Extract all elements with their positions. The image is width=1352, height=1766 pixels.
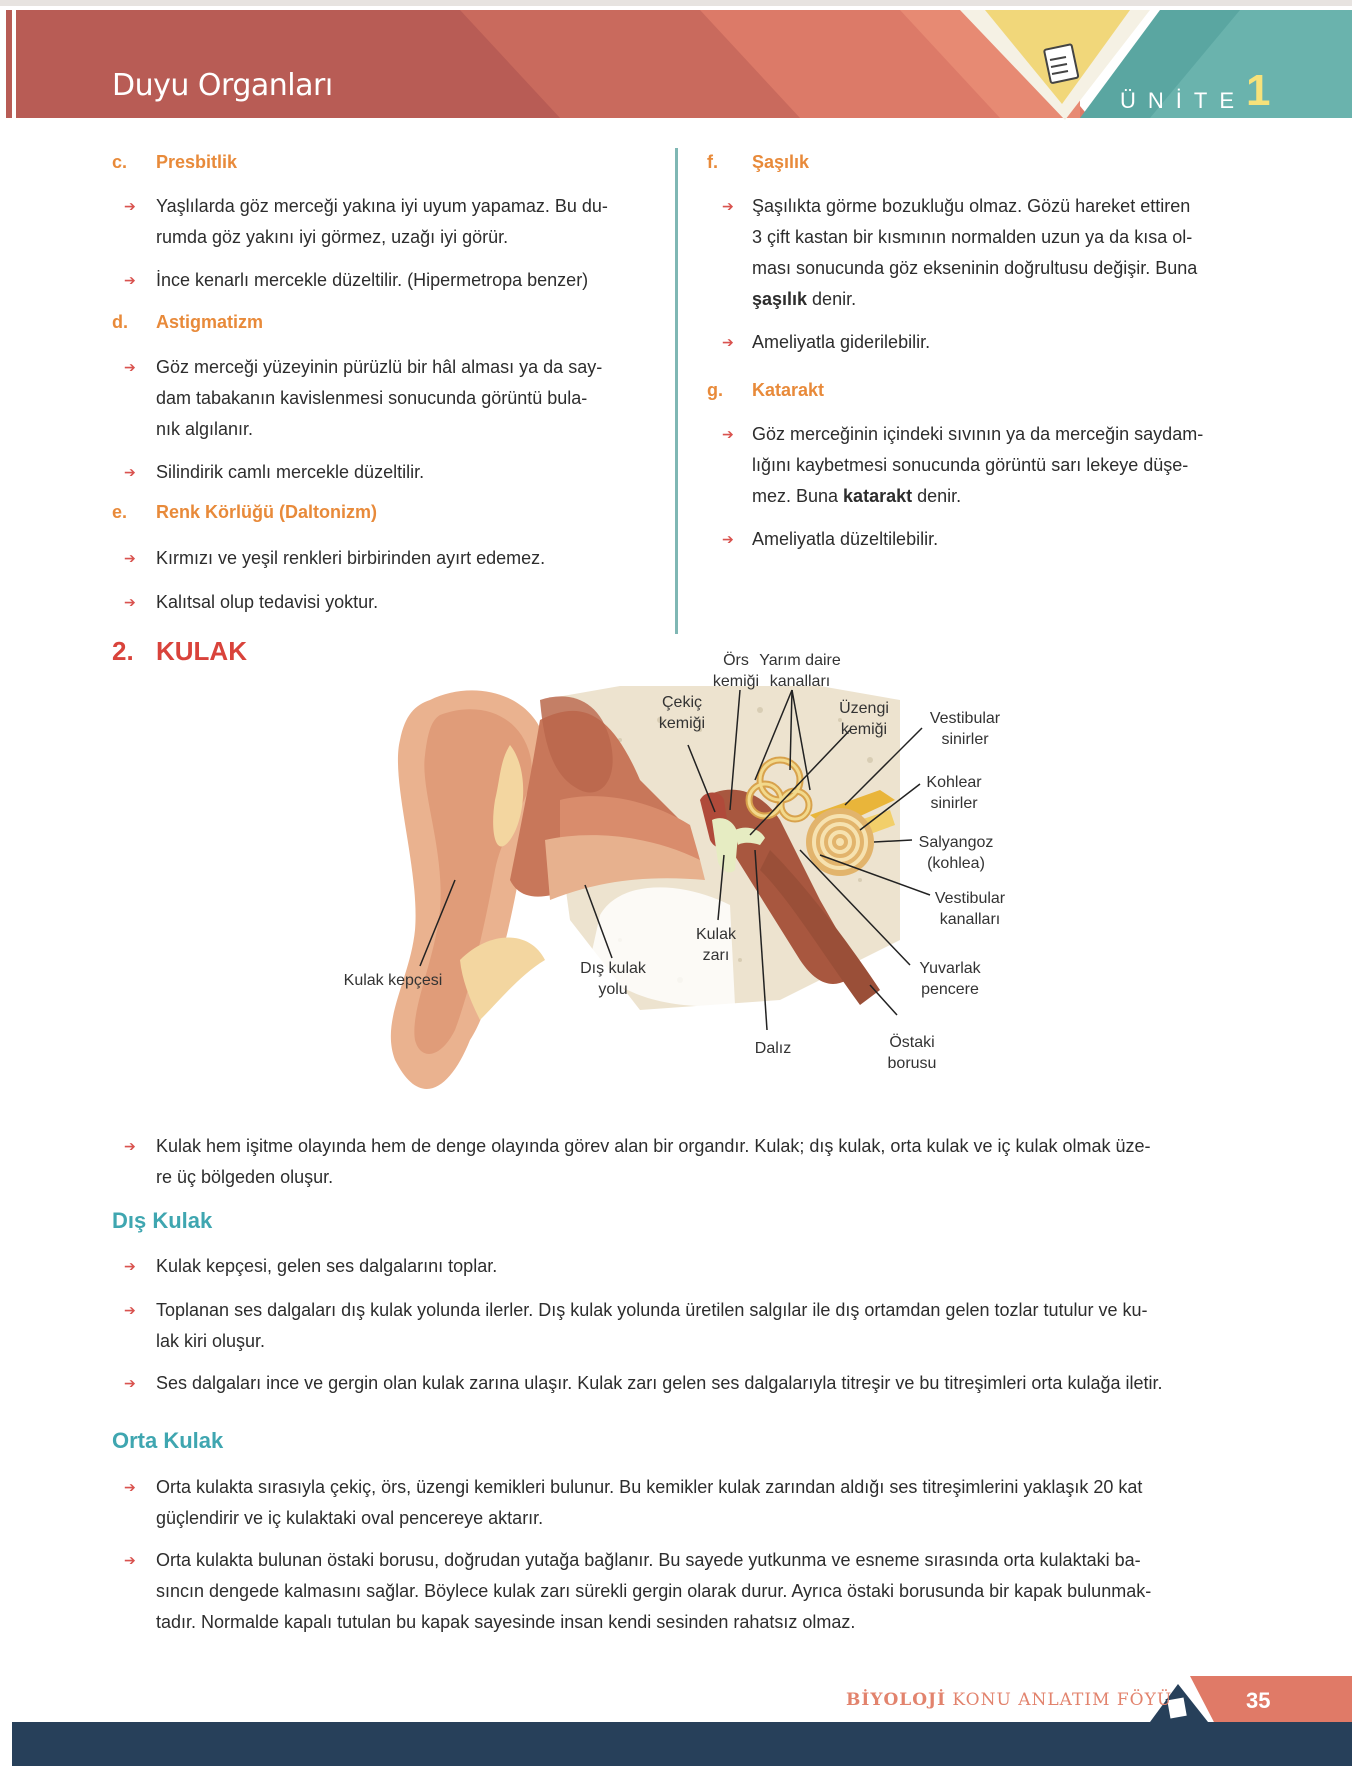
label-daliz: Dalız <box>754 1040 792 1057</box>
label-kulak-kepcesi: Kulak kepçesi <box>343 972 443 989</box>
text-line: Kalıtsal olup tedavisi yoktur. <box>156 592 379 612</box>
text-line: İnce kenarlı mercekle düzeltilir. (Hipermetropa benzer) <box>156 270 589 290</box>
text-line: rumda göz yakını iyi görmez, uzağı iyi görür. <box>156 227 509 247</box>
text-fragment: denir. <box>807 289 857 309</box>
bold-term: katarakt <box>843 486 913 506</box>
text-line: Ameliyatla düzeltilebilir. <box>752 529 939 549</box>
arrow-bullet-icon: ➔ <box>124 198 136 214</box>
footer-subtitle: KONU ANLATIM FÖYÜ <box>946 1690 1173 1710</box>
text-line: Kulak kepçesi, gelen ses dalgalarını toplar. <box>156 1256 498 1276</box>
section-title-presbitlik: Presbitlik <box>156 152 238 172</box>
arrow-bullet-icon: ➔ <box>124 1302 136 1318</box>
arrow-bullet-icon: ➔ <box>124 464 136 480</box>
unit-number: 1 <box>1246 66 1271 115</box>
text-line: Silindirik camlı mercekle düzeltilir. <box>156 462 425 482</box>
notebook-icon <box>1044 44 1078 83</box>
label-ostaki-borusu: Östaki borusu <box>887 1034 937 1072</box>
section-title-daltonizm: Renk Körlüğü (Daltonizm) <box>156 502 377 522</box>
text-line <box>752 481 961 512</box>
text-line: lığını kaybetmesi sonucunda görüntü sarı lekeye düşe- <box>752 455 1189 475</box>
page-number: 35 <box>1246 1688 1271 1713</box>
text-line: 3 çift kastan bir kısmının normalden uzun ya da kısa ol- <box>752 227 1193 247</box>
section-letter-f: f. <box>707 152 718 172</box>
section-number: 2. <box>112 636 134 666</box>
text-line: nık algılanır. <box>156 419 254 439</box>
arrow-bullet-icon: ➔ <box>124 594 136 610</box>
heading-dis-kulak: Dış Kulak <box>112 1208 213 1233</box>
arrow-bullet-icon: ➔ <box>124 1479 136 1495</box>
arrow-bullet-icon: ➔ <box>124 1258 136 1274</box>
label-kulak-zari: Kulak zarı <box>695 926 737 964</box>
label-ors-kemigi: Örs kemiği <box>712 652 760 690</box>
footer-bar <box>0 1722 1352 1766</box>
label-cekic-kemigi: Çekiç kemiği <box>658 694 706 732</box>
section-letter-g: g. <box>707 380 723 400</box>
arrow-bullet-icon: ➔ <box>124 550 136 566</box>
arrow-bullet-icon: ➔ <box>722 426 734 442</box>
section-title-katarakt: Katarakt <box>752 380 825 400</box>
text-line: Ameliyatla giderilebilir. <box>752 332 931 352</box>
section-letter-d: d. <box>112 312 128 332</box>
text-line: Şaşılıkta görme bozukluğu olmaz. Gözü hareket ettiren <box>752 196 1191 216</box>
section-letter-c: c. <box>112 152 128 172</box>
arrow-bullet-icon: ➔ <box>722 334 734 350</box>
text-line: Orta kulakta sırasıyla çekiç, örs, üzengi kemikleri bulunur. Bu kemikler kulak zarından aldığı ses titreşimlerini yaklaşık 20 kat <box>156 1477 1143 1497</box>
page-header <box>0 0 1352 120</box>
unit-label: ÜNİTE <box>1120 88 1246 113</box>
text-line: dam tabakanın kavislenmesi sonucunda görüntü bula- <box>156 388 588 408</box>
arrow-bullet-icon: ➔ <box>124 359 136 375</box>
text-line: güçlendirir ve iç kulaktaki oval pencereye aktarır. <box>156 1508 544 1528</box>
label-yarim-daire-kanallari: Yarım daire kanalları <box>759 652 841 690</box>
arrow-bullet-icon: ➔ <box>124 1138 136 1154</box>
footer-brand: BİYOLOJİ <box>846 1690 947 1710</box>
arrow-bullet-icon: ➔ <box>722 198 734 214</box>
text-line: Ses dalgaları ince ve gergin olan kulak zarına ulaşır. Kulak zarı gelen ses dalgalarıyla titreşir ve bu titreşimleri orta kulağa iletir. <box>156 1373 1163 1393</box>
text-line: tadır. Normalde kapalı tutulan bu kapak sayesinde insan kendi sesinden rahatsız olmaz. <box>156 1612 856 1632</box>
text-fragment: mez. Buna <box>752 486 844 506</box>
text-line: re üç bölgeden oluşur. <box>156 1167 334 1187</box>
section-title-kulak: KULAK <box>156 636 247 666</box>
text-line: lak kiri oluşur. <box>156 1331 266 1351</box>
label-dis-kulak-yolu: Dış kulak yolu <box>580 960 646 998</box>
section-letter-e: e. <box>112 502 128 522</box>
footer-label <box>846 1690 1172 1710</box>
header-title: Duyu Organları <box>112 68 333 103</box>
text-line: Orta kulakta bulunan östaki borusu, doğrudan yutağa bağlanır. Bu sayede yutkunma ve esneme sırasında orta kulaktaki ba- <box>156 1550 1141 1570</box>
text-line: Toplanan ses dalgaları dış kulak yolunda ilerler. Dış kulak yolunda üretilen salgılar ile dış ortamdan gelen tozlar tutulur ve ku- <box>156 1300 1148 1320</box>
text-line: Göz merceği yüzeyinin pürüzlü bir hâl alması ya da say- <box>156 357 603 377</box>
label-kohlear-sinirler: Kohlear sinirler <box>926 774 982 812</box>
section-title-astigmatizm: Astigmatizm <box>156 312 264 332</box>
label-vestibular-kanallari: Vestibular kanalları <box>934 890 1006 928</box>
text-line: Yaşlılarda göz merceği yakına iyi uyum yapamaz. Bu du- <box>156 196 608 216</box>
text-line: ması sonucunda göz ekseninin doğrultusu değişir. Buna <box>752 258 1198 278</box>
label-vestibular-sinirler: Vestibular sinirler <box>929 710 1001 748</box>
text-fragment: denir. <box>912 486 962 506</box>
arrow-bullet-icon: ➔ <box>124 272 136 288</box>
text-line: sıncın dengede kalmasını sağlar. Böylece kulak zarı sürekli gergin olarak durur. Ayrıca östaki borusunda bir kapak bulunmak- <box>156 1581 1152 1601</box>
column-divider <box>675 148 678 634</box>
arrow-bullet-icon: ➔ <box>124 1375 136 1391</box>
text-line <box>752 284 856 315</box>
text-line: Kulak hem işitme olayında hem de denge olayında görev alan bir organdır. Kulak; dış kulak, orta kulak ve iç kulak olmak üze- <box>156 1136 1151 1156</box>
bold-term: şaşılık <box>752 289 808 309</box>
label-uzengi-kemigi: Üzengi kemiği <box>839 700 889 738</box>
label-yuvarlak-pencere: Yuvarlak pencere <box>919 960 981 998</box>
section-title-sasilik: Şaşılık <box>752 152 810 172</box>
text-line: Göz merceğinin içindeki sıvının ya da merceğin saydam- <box>752 424 1204 444</box>
text-line: Kırmızı ve yeşil renkleri birbirinden ayırt edemez. <box>156 548 546 568</box>
arrow-bullet-icon: ➔ <box>722 531 734 547</box>
label-salyangoz: Salyangoz (kohlea) <box>918 834 994 872</box>
arrow-bullet-icon: ➔ <box>124 1552 136 1568</box>
heading-orta-kulak: Orta Kulak <box>112 1428 224 1453</box>
footer-bar-edge <box>0 1722 12 1766</box>
